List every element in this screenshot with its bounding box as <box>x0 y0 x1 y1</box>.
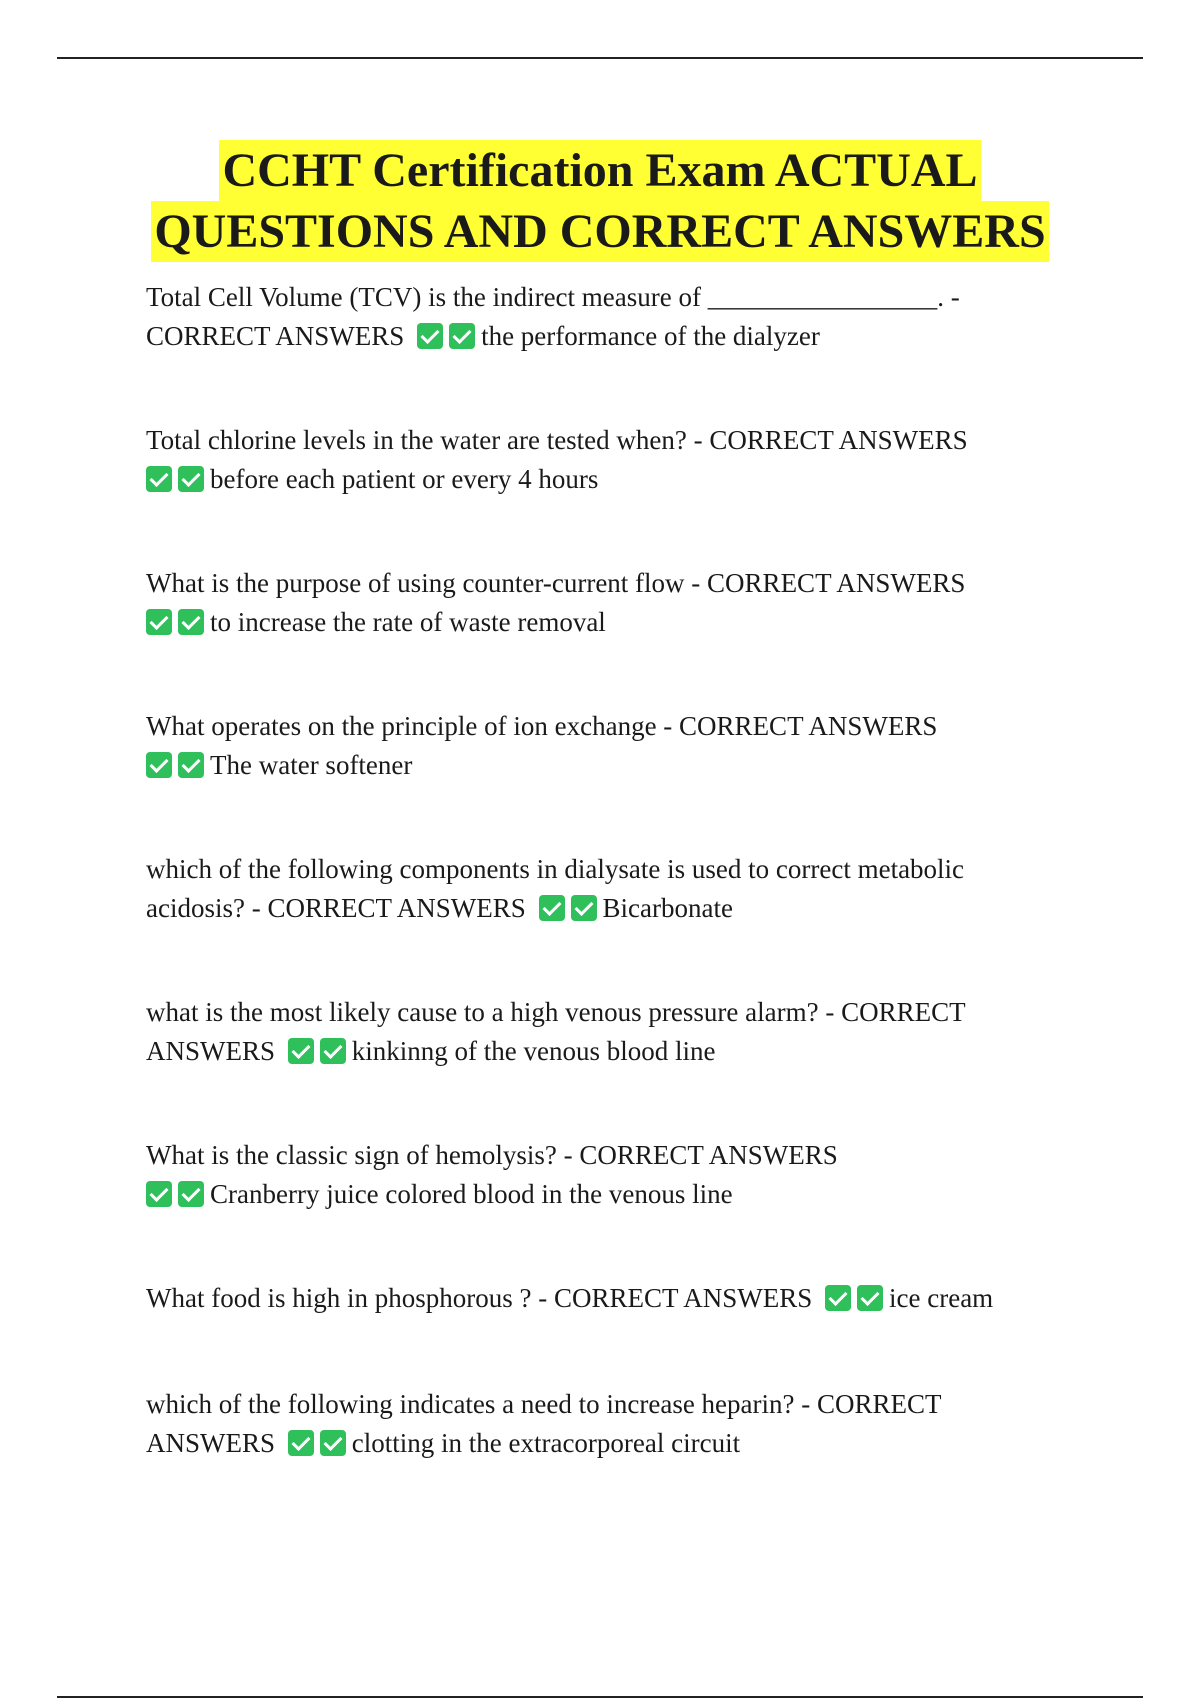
qa-item <box>146 1279 1046 1318</box>
check-icon <box>288 1038 314 1064</box>
answer-text: to increase the rate of waste removal <box>210 607 606 637</box>
answer-text: clotting in the extracorporeal circuit <box>351 1428 741 1458</box>
check-icon <box>178 752 204 778</box>
check-icon <box>146 466 172 492</box>
qa-item <box>146 1385 1046 1463</box>
answer-label: CORRECT ANSWERS <box>146 321 405 351</box>
check-icon <box>825 1285 851 1311</box>
answer-text: ice cream <box>889 1283 994 1313</box>
top-rule <box>57 57 1143 59</box>
answer-label: ANSWERS <box>146 1036 276 1066</box>
check-icon <box>178 466 204 492</box>
qa-item <box>146 707 1046 785</box>
question-text: What operates on the principle of ion exchange - CORRECT ANSWERS <box>146 711 938 741</box>
question-text: What is the classic sign of hemolysis? - CORRECT ANSWERS <box>146 1140 838 1170</box>
answer-label: ANSWERS <box>146 1428 276 1458</box>
check-icon <box>857 1285 883 1311</box>
check-icon <box>539 895 565 921</box>
check-icon <box>288 1430 314 1456</box>
qa-item <box>146 993 1046 1071</box>
question-text: Total Cell Volume (TCV) is the indirect measure of _________________. - <box>146 282 960 312</box>
check-icon <box>146 1181 172 1207</box>
title-line-2: QUESTIONS AND CORRECT ANSWERS <box>151 201 1048 262</box>
qa-item <box>146 421 1046 499</box>
check-icon <box>146 752 172 778</box>
qa-item <box>146 1136 1046 1214</box>
answer-text: Cranberry juice colored blood in the venous line <box>210 1179 733 1209</box>
question-text: Total chlorine levels in the water are tested when? - CORRECT ANSWERS <box>146 425 968 455</box>
check-icon <box>449 323 475 349</box>
check-icon <box>571 895 597 921</box>
answer-text: kinkinng of the venous blood line <box>351 1036 716 1066</box>
check-icon <box>178 609 204 635</box>
check-icon <box>178 1181 204 1207</box>
title-line-1: CCHT Certification Exam ACTUAL <box>219 140 980 201</box>
check-icon <box>146 609 172 635</box>
qa-item <box>146 564 1046 642</box>
question-text: which of the following indicates a need to increase heparin? - CORRECT <box>146 1389 942 1419</box>
qa-item <box>146 850 1046 928</box>
answer-text: before each patient or every 4 hours <box>210 464 599 494</box>
answer-text: Bicarbonate <box>602 893 733 923</box>
question-text: What food is high in phosphorous ? - CORRECT ANSWERS <box>146 1283 813 1313</box>
qa-item <box>146 278 1046 356</box>
check-icon <box>320 1038 346 1064</box>
question-text: what is the most likely cause to a high venous pressure alarm? - CORRECT <box>146 997 966 1027</box>
check-icon <box>320 1430 346 1456</box>
question-text: What is the purpose of using counter-current flow - CORRECT ANSWERS <box>146 568 966 598</box>
answer-text: The water softener <box>210 750 413 780</box>
document-title <box>0 140 1200 262</box>
question-text: which of the following components in dialysate is used to correct metabolic <box>146 854 965 884</box>
bottom-rule <box>57 1696 1143 1698</box>
check-icon <box>417 323 443 349</box>
answer-text: the performance of the dialyzer <box>481 321 820 351</box>
answer-label: acidosis? - CORRECT ANSWERS <box>146 893 526 923</box>
